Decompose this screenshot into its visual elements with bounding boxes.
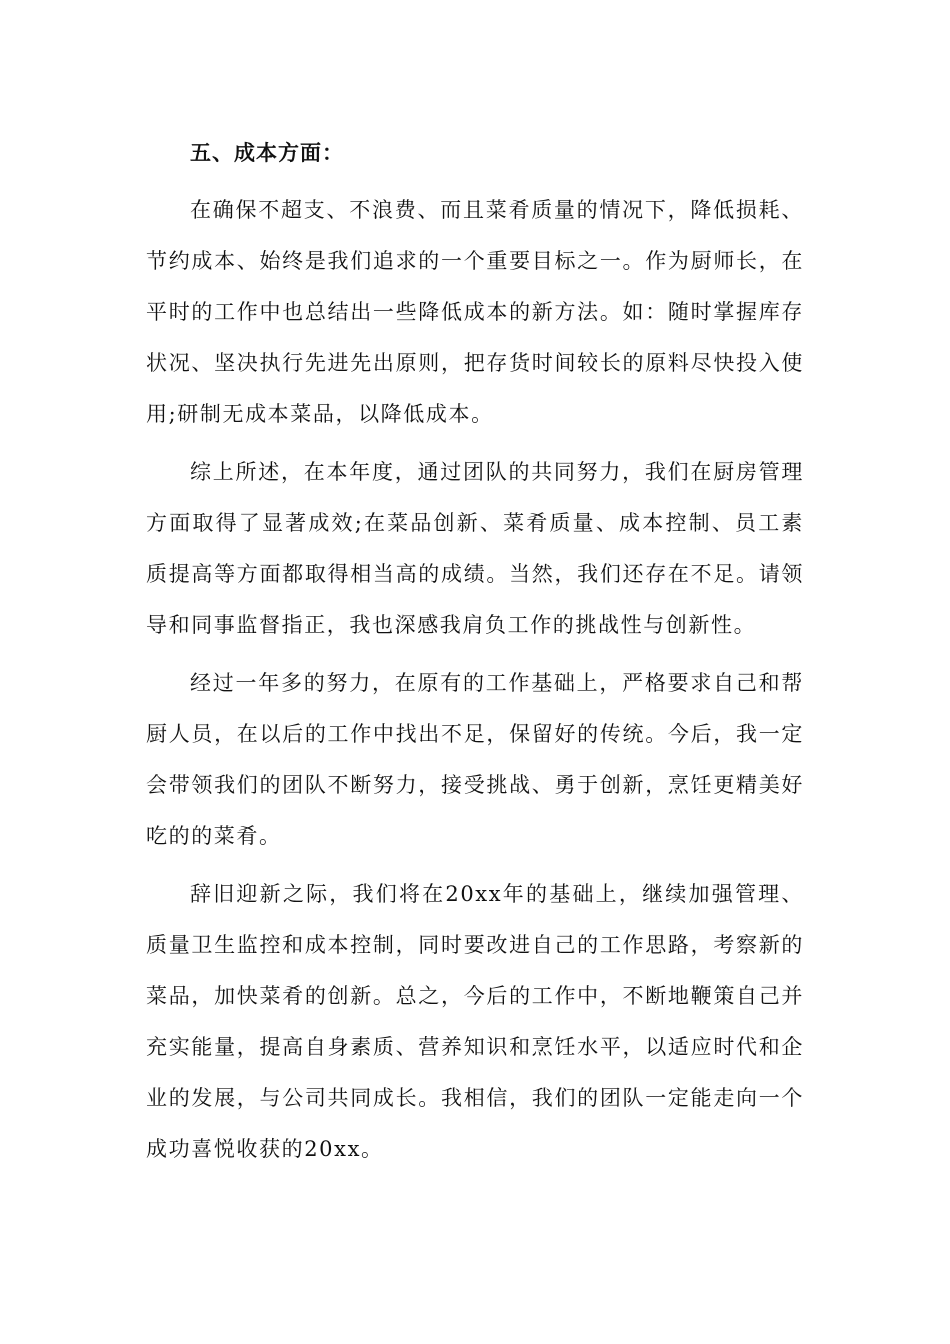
paragraph-summary: 综上所述，在本年度，通过团队的共同努力，我们在厨房管理方面取得了显著成效;在菜品创新、菜肴质量、成本控制、员工素质提高等方面都取得相当高的成绩。当然，我们还存在不足。请领导和同事监督指正，我也深感我肩负工作的挑战性与创新性。	[146, 460, 804, 637]
spacer	[146, 440, 804, 447]
spacer	[146, 862, 804, 869]
section-heading: 五、成本方面：	[190, 140, 344, 165]
document-body	[146, 127, 804, 1175]
paragraph-improvement: 经过一年多的努力，在原有的工作基础上，严格要求自己和帮厨人员，在以后的工作中找出不足，保留好的传统。今后，我一定会带领我们的团队不断努力，接受挑战、勇于创新，烹饪更精美好吃的的菜肴。	[146, 671, 804, 848]
spacer	[146, 178, 804, 185]
paragraph-cost-control: 在确保不超支、不浪费、而且菜肴质量的情况下，降低损耗、节约成本、始终是我们追求的一个重要目标之一。作为厨师长，在平时的工作中也总结出一些降低成本的新方法。如：随时掌握库存状况、坚决执行先进先出原则，把存货时间较长的原料尽快投入使用;研制无成本菜品，以降低成本。	[146, 198, 804, 426]
paragraph-outlook: 辞旧迎新之际，我们将在20xx年的基础上，继续加强管理、质量卫生监控和成本控制，同时要改进自己的工作思路，考察新的菜品，加快菜肴的创新。总之，今后的工作中，不断地鞭策自己并充实能量，提高自身素质、营养知识和烹饪水平，以适应时代和企业的发展，与公司共同成长。我相信，我们的团队一定能走向一个成功喜悦收获的20xx。	[146, 882, 804, 1161]
spacer	[146, 651, 804, 658]
